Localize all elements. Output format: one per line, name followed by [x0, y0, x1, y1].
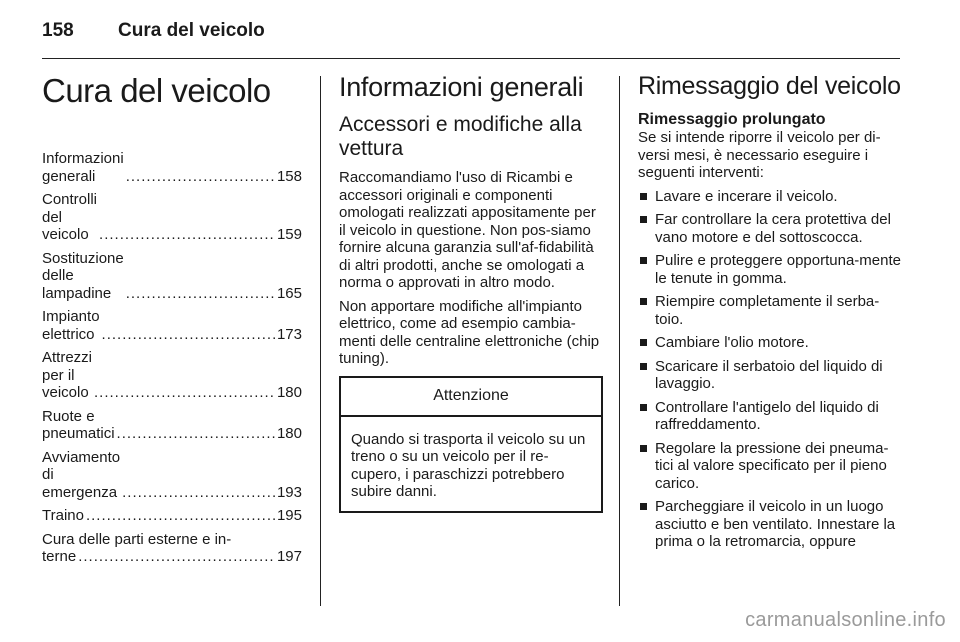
toc-item[interactable]: Ruote e pneumatici ..... 180	[42, 408, 302, 443]
toc-item[interactable]: Attrezzi per il veicolo ..... 180	[42, 349, 302, 402]
column-storage	[638, 72, 902, 557]
chapter-title: Cura del veicolo	[42, 72, 271, 109]
toc-item[interactable]: Cura delle parti esterne e in- terne ..... 197	[42, 531, 302, 566]
running-title: Cura del veicolo	[118, 20, 265, 41]
list-item: Cambiare l'olio motore.	[638, 334, 902, 352]
list-item: Controllare l'antigelo del liquido di raffreddamento.	[638, 399, 902, 434]
caution-box	[339, 376, 603, 513]
table-of-contents	[42, 150, 302, 566]
page-header	[42, 16, 900, 52]
list-item: Riempire completamente il serba-toio.	[638, 293, 902, 328]
bullet-list	[638, 188, 902, 551]
toc-item[interactable]: Controlli del veicolo ..... 159	[42, 191, 302, 244]
header-divider	[42, 58, 900, 59]
toc-item[interactable]: Impianto elettrico ..... 173	[42, 308, 302, 343]
caution-text: Quando si trasporta il veicolo su un treno o su un veicolo per il re-cupero, i paraschizzi potrebbero subire danni.	[351, 430, 586, 500]
list-item: Parcheggiare il veicolo in un luogo asciutto e ben ventilato. Innestare la prima o la retromarcia, oppure	[638, 498, 902, 551]
column-general-info	[339, 72, 603, 513]
toc-item[interactable]: Sostituzione delle lampadine ..... 165	[42, 250, 302, 303]
section-title: Rimessaggio del veicolo	[638, 72, 901, 100]
column-divider-1	[320, 76, 321, 606]
column-toc	[42, 72, 302, 572]
page-number: 158	[42, 20, 74, 41]
paragraph: Non apportare modifiche all'impianto elettrico, come ad esempio cambia-menti delle centraline elettroniche (chip tuning).	[339, 297, 600, 367]
paragraph: Raccomandiamo l'uso di Ricambi e accessori originali e componenti omologati realizzati appositamente per il veicolo in questione. Non pos-siamo fornire alcuna garanzia sull'af-fidabilità di altri prodotti, anche se omologati a norma o approvati in altro modo.	[339, 169, 596, 291]
list-item: Scaricare il serbatoio del liquido di lavaggio.	[638, 358, 902, 393]
caution-title: Attenzione	[341, 378, 601, 417]
section-title: Informazioni generali	[339, 72, 584, 102]
toc-item[interactable]: Informazioni generali ..... 158	[42, 150, 302, 185]
subsection-title: Rimessaggio prolungato	[638, 111, 826, 128]
toc-item[interactable]: Avviamento di emergenza ..... 193	[42, 449, 302, 502]
list-item: Lavare e incerare il veicolo.	[638, 188, 902, 206]
list-item: Far controllare la cera protettiva del vano motore e del sottoscocca.	[638, 211, 902, 246]
intro-paragraph: Se si intende riporre il veicolo per di-versi mesi, è necessario eseguire i seguenti interventi:	[638, 129, 881, 181]
list-item: Regolare la pressione dei pneuma-tici al valore specificato per il pieno carico.	[638, 440, 902, 493]
subsection-title: Accessori e modifiche alla vettura	[339, 113, 582, 160]
toc-item[interactable]: Traino ..... 195	[42, 507, 302, 525]
watermark: carmanualsonline.info	[745, 609, 946, 631]
column-divider-2	[619, 76, 620, 606]
list-item: Pulire e proteggere opportuna-mente le tenute in gomma.	[638, 252, 902, 287]
